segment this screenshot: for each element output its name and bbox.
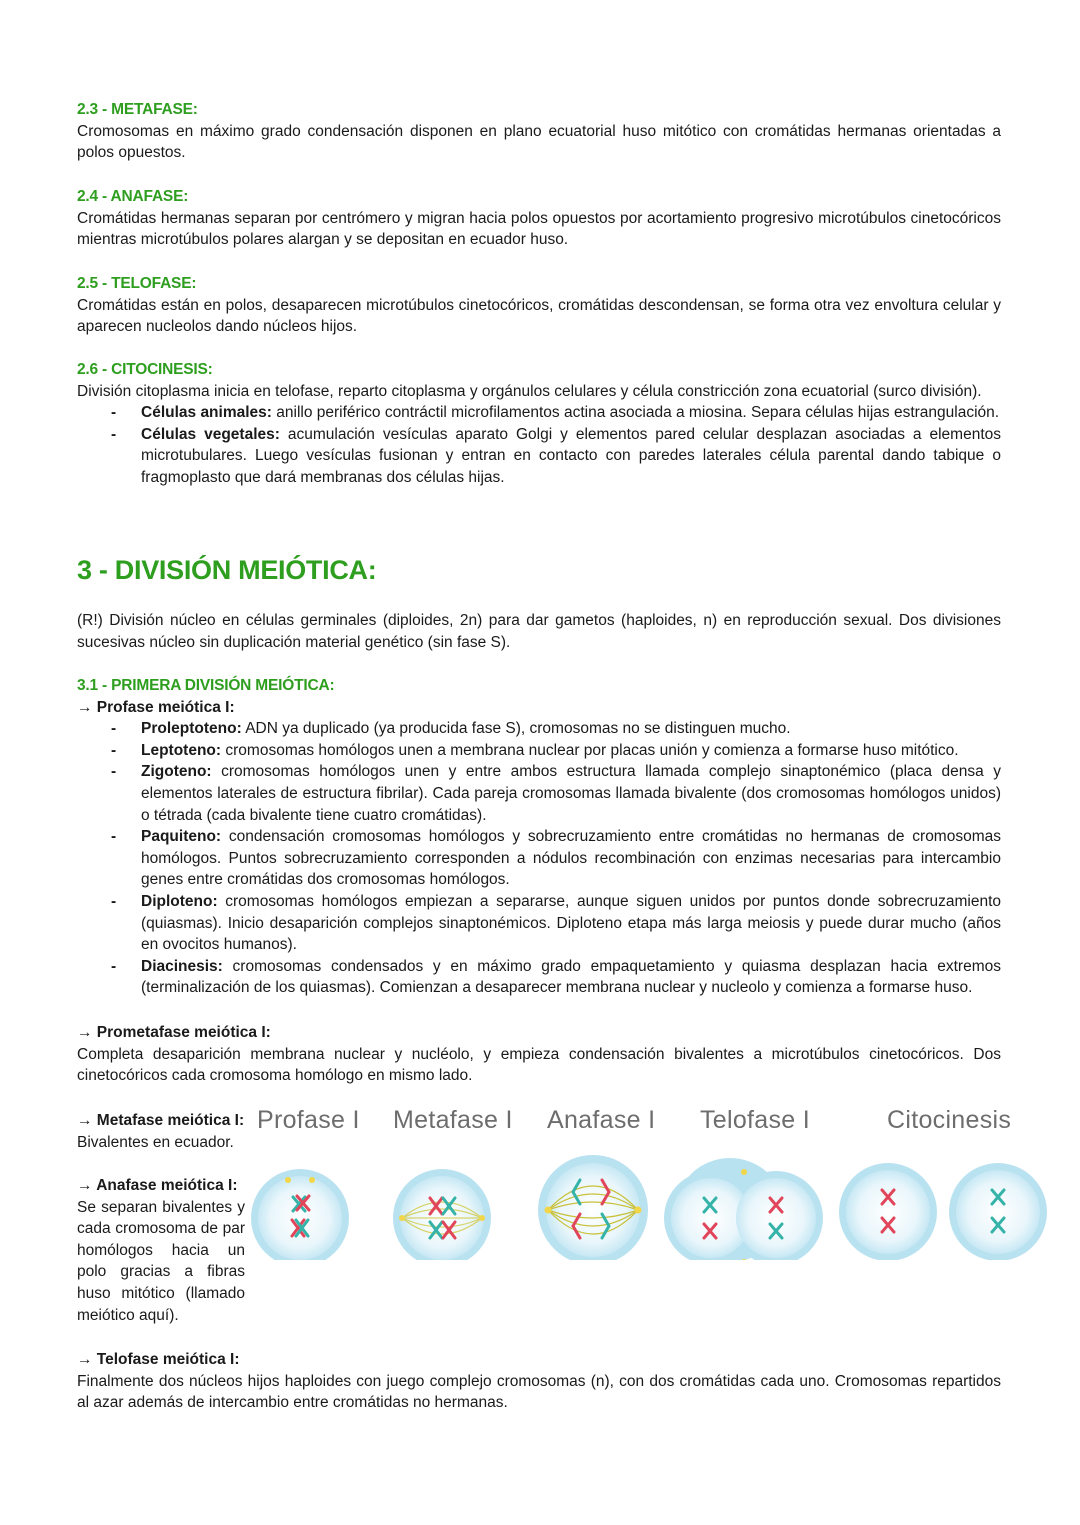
section-anafase-meiotica [77, 1175, 245, 1326]
list-item: - Células animales: anillo periférico contráctil microfilamentos actina asociada a miosina. Separa células hijas estrangulación. [77, 402, 1001, 424]
section-primera-division [77, 675, 1001, 999]
profase-list [77, 718, 1001, 999]
prometafase-text: Completa desaparición membrana nuclear y nucléolo, y empieza condensación bivalentes a microtúbulos cinetocóricos. Dos cinetocóricos cada cromosoma homólogo en mismo lado. [77, 1045, 1001, 1085]
figure-label-telofase: Telofase I [700, 1106, 811, 1134]
centriole [309, 1177, 315, 1183]
metafase-meiotica-text: Bivalentes en ecuador. [77, 1133, 234, 1151]
centriole [479, 1215, 485, 1221]
citocinesis-heading: 2.6 - CITOCINESIS: [77, 361, 213, 378]
anafase-meiotica-text: Se separan bivalentes y cada cromosoma de par homólogos hacia un polo gracias a fibras huso mitótico (llamado meiótico aquí). [77, 1198, 245, 1324]
list-item: - Paquiteno: condensación cromosomas homólogos y sobrecruzamiento entre cromátidas no hermanas de cromosomas homólogos. Puntos sobrecruzamiento corresponden a nódulos recombinación con enzimas necesarias para intercambio genes entre cromátidas dos cromosomas homólogos. [77, 826, 1001, 891]
list-item: - Diploteno: cromosomas homólogos empiezan a separarse, aunque siguen unidos por puntos donde sobrecruzamiento (quiasmas). Inicio desaparición complejos sinaptonémicos. Diploteno etapa más larga meiosis y puede durar mucho (años en ovocitos humanos). [77, 891, 1001, 956]
primera-heading: 3.1 - PRIMERA DIVISIÓN MEIÓTICA: [77, 677, 335, 694]
metafase-text: Cromosomas en máximo grado condensación disponen en plano ecuatorial huso mitótico con cromátidas hermanas orientadas a polos opuestos. [77, 122, 1001, 162]
list-item: - Diacinesis: cromosomas condensados y en máximo grado empaquetamiento y quiasma desplazan hacia extremos (terminalización de los quiasmas). Comienzan a desaparecer membrana nuclear y nucleolo y comienza a formarse huso. [77, 956, 1001, 999]
section-telofase [77, 273, 1001, 338]
section3-intro: (R!) División núcleo en células germinales (diploides, 2n) para dar gametos (haploides, n) en reproducción sexual. Dos divisiones sucesivas núcleo sin duplicación material genético (sin fase S). [77, 612, 1001, 651]
section-prometafase [77, 1022, 1001, 1087]
figure-label-anafase: Anafase I [547, 1106, 656, 1134]
metafase-heading: 2.3 - METAFASE: [77, 101, 198, 118]
telofase-meiotica-text: Finalmente dos núcleos hijos haploides con juego complejo cromosomas (n), con dos cromátidas cada uno. Cromosomas repartidos al azar además de intercambio entre cromátidas no hermanas. [77, 1372, 1001, 1412]
section-anafase [77, 186, 1001, 251]
centriole [399, 1215, 405, 1221]
list-item: - Proleptoteno: ADN ya duplicado (ya producida fase S), cromosomas no se distinguen mucho. [77, 718, 1001, 740]
figure-label-citocinesis: Citocinesis [887, 1106, 1012, 1134]
list-item: - Zigoteno: cromosomas homólogos unen y entre ambos estructura llamada complejo sinaptonémico (placa densa y elementos laterales de estructura fibrilar). Cada pareja cromosomas llamada bivalente (dos cromosomas homólogos unidos) o tétrada (cada bivalente tiene cuatro cromátidas). [77, 761, 1001, 826]
centriole [741, 1169, 747, 1175]
metafase-meiotica-heading: → Metafase meiótica I: [77, 1112, 245, 1129]
profase-heading: → Profase meiótica I: [77, 698, 235, 716]
cell-metafase [393, 1169, 491, 1260]
list-item: - Células vegetales: acumulación vesículas aparato Golgi y elementos pared celular desplazan asociadas a elementos microtubulares. Luego vesículas fusionan y entran en contacto con paredes laterales célula parental dando tabique o fragmoplasto que dará membranas dos células hijas. [77, 424, 1001, 489]
centriole [545, 1207, 552, 1214]
figure-label-metafase: Metafase I [393, 1106, 513, 1134]
centriole [285, 1177, 291, 1183]
telofase-heading: 2.5 - TELOFASE: [77, 275, 197, 292]
anafase-text: Cromátidas hermanas separan por centrómero y migran hacia polos opuestos por acortamiento progresivo microtúbulos cinetocóricos mientras microtúbulos polares alargan y se depositan en ecuador huso. [77, 209, 1001, 249]
list-item: - Leptoteno: cromosomas homólogos unen a membrana nuclear por placas unión y comienza a formarse huso mitótico. [77, 740, 1001, 762]
cell-citocinesis-2 [949, 1163, 1047, 1260]
citocinesis-text: División citoplasma inicia en telofase, reparto citoplasma y orgánulos celulares y célula constricción zona ecuatorial (surco división). [77, 382, 982, 400]
cell-anafase [538, 1155, 648, 1260]
cell-citocinesis-1 [839, 1163, 937, 1260]
citocinesis-list [77, 402, 1001, 488]
anafase-heading: 2.4 - ANAFASE: [77, 188, 189, 205]
section3-title: 3 - DIVISIÓN MEIÓTICA: [77, 555, 377, 585]
anafase-meiotica-heading: → Anafase meiótica I: [77, 1177, 238, 1194]
section-citocinesis [77, 359, 1001, 489]
telofase-text: Cromátidas están en polos, desaparecen microtúbulos cinetocóricos, cromátidas descondensan, se forma otra vez envoltura celular y aparecen nucleolos dando núcleos hijos. [77, 296, 1001, 336]
figure-label-profase: Profase I [257, 1106, 360, 1134]
cell-profase [251, 1169, 349, 1260]
cell-telofase [664, 1158, 823, 1260]
section-telofase-meiotica [77, 1349, 1001, 1414]
section-metafase-meiotica [77, 1110, 245, 1153]
telofase-meiotica-heading: → Telofase meiótica I: [77, 1351, 240, 1368]
meiosis-figure [250, 1100, 1050, 1260]
section-metafase [77, 99, 1001, 164]
centriole [635, 1207, 642, 1214]
prometafase-heading: → Prometafase meiótica I: [77, 1024, 271, 1041]
